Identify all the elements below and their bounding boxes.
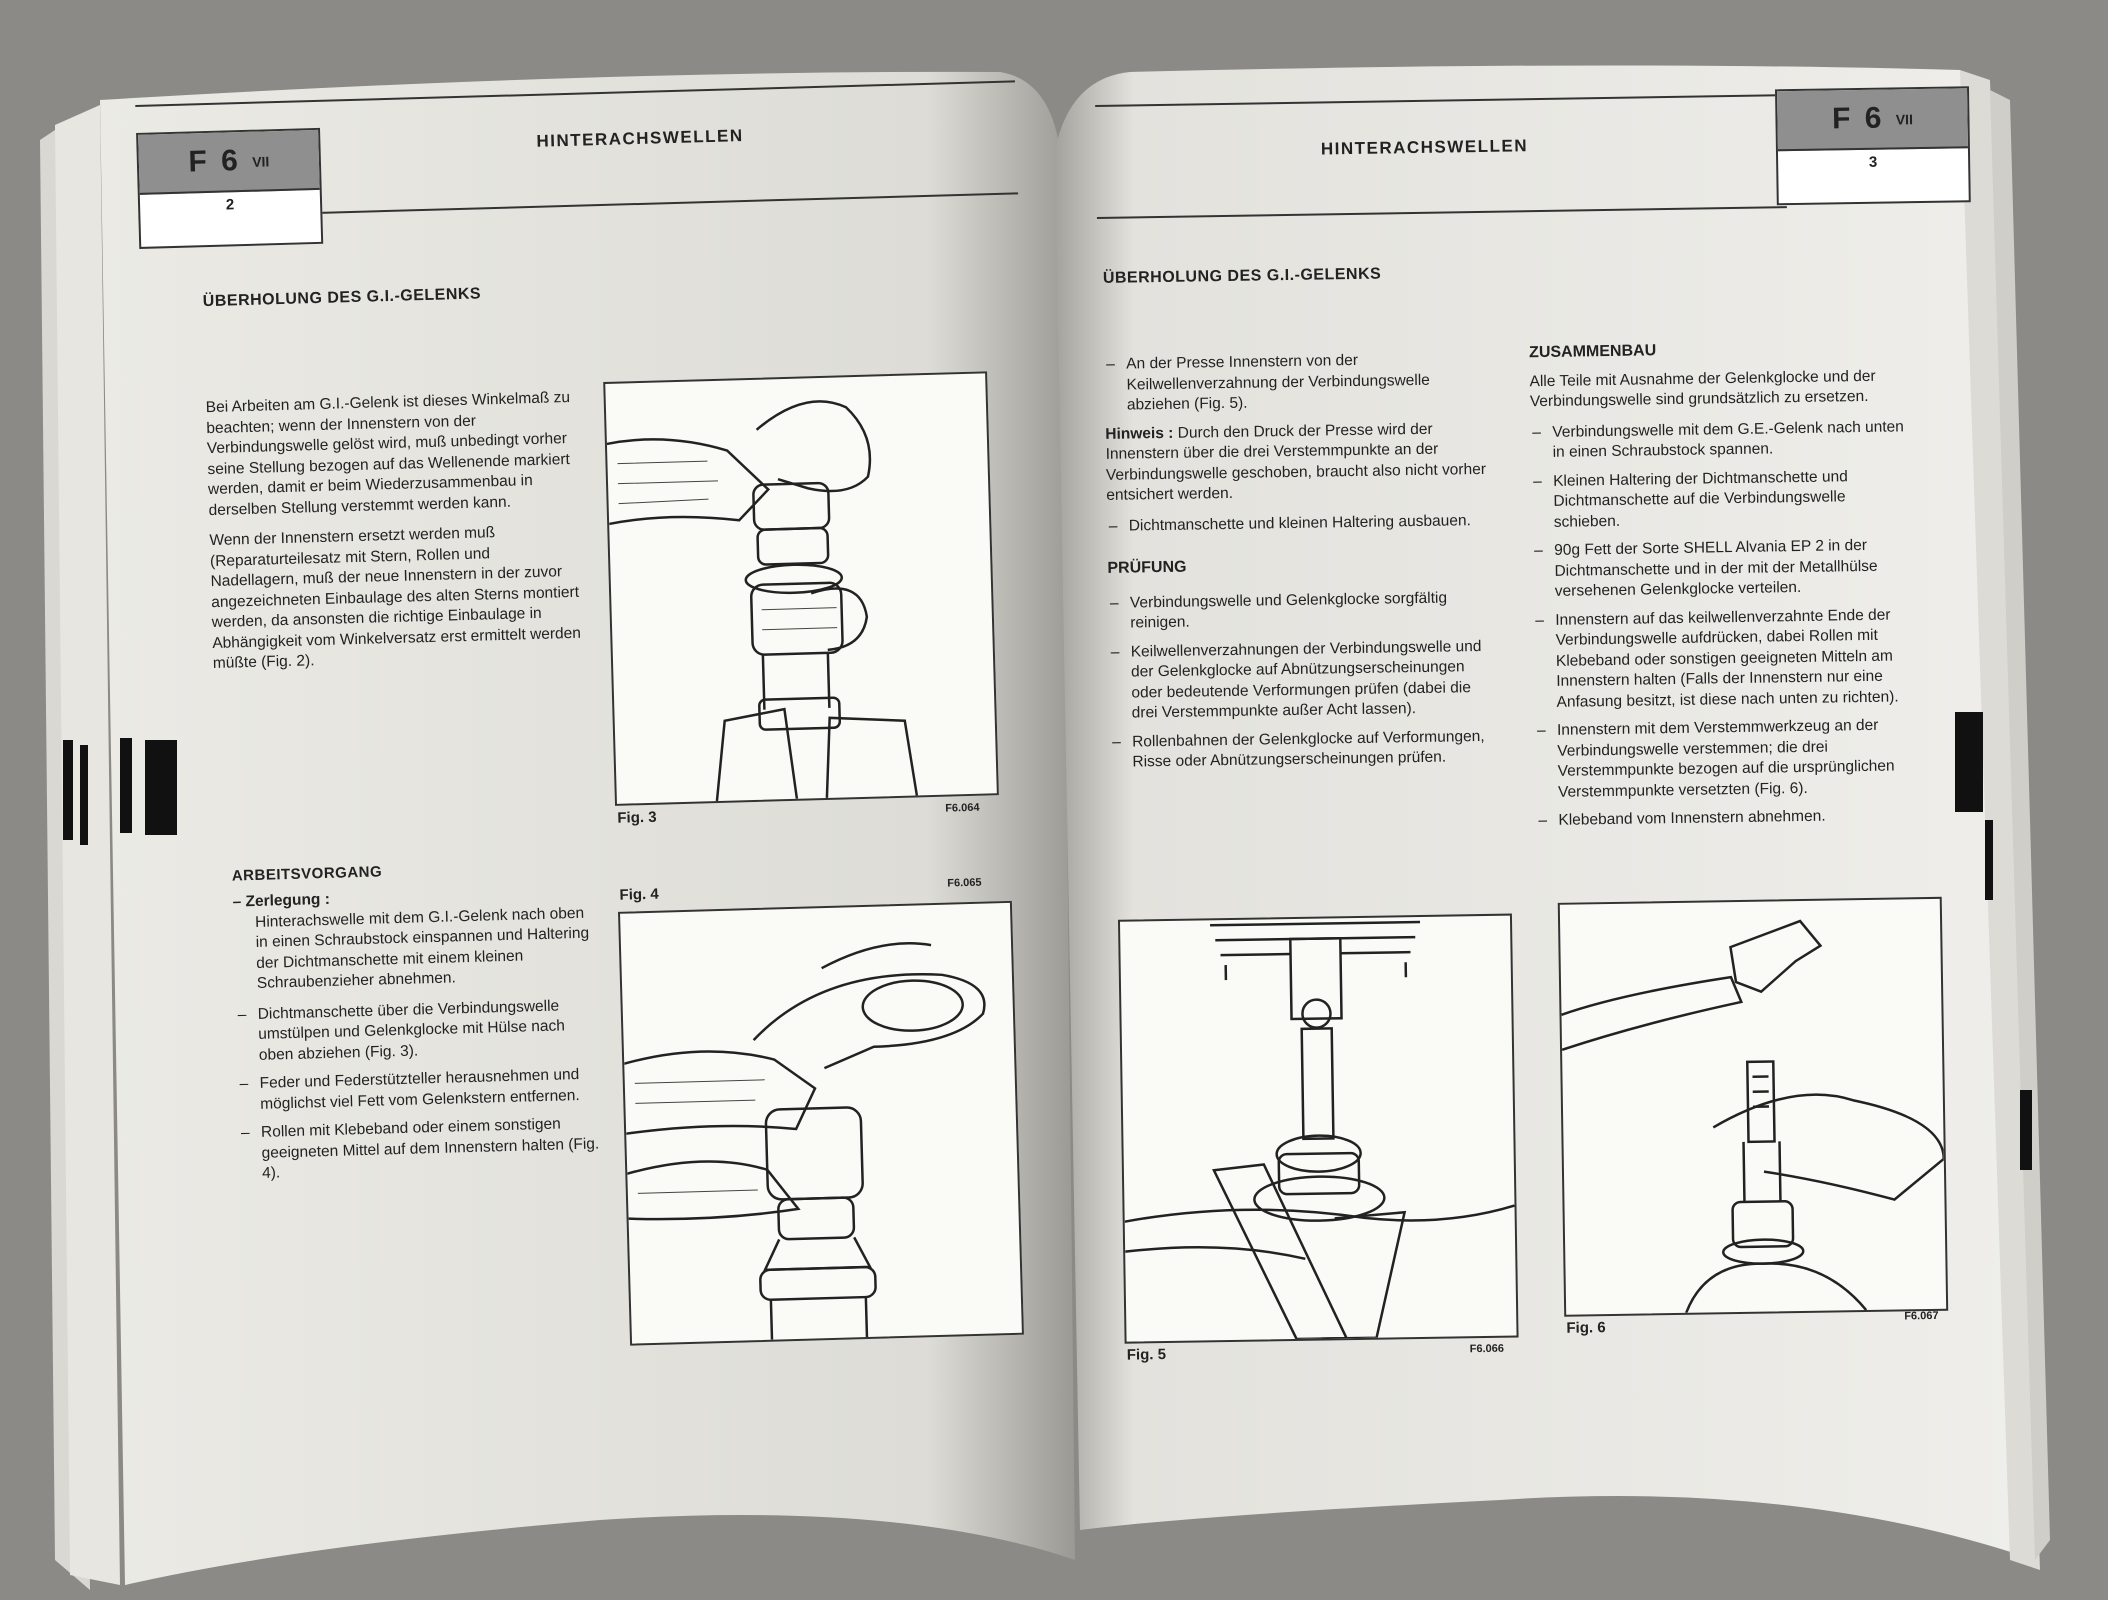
step-item: – Keilwellenverzahnungen der Verbindungswelle und der Gelenkglocke auf Abnützungserscheinungen oder bedeutende Verformungen prüfen (dabei die drei Verstemmpunkte außer Acht lassen). [1109, 636, 1495, 724]
fig6-illustration [1560, 899, 1946, 1315]
section-title: ÜBERHOLUNG DES G.I.-GELENKS [202, 285, 482, 311]
page-tab [136, 128, 323, 249]
fig5-code: F6.066 [1469, 1342, 1505, 1356]
intro-text [205, 388, 583, 685]
column-2-text [1529, 337, 1917, 839]
figure-6 [1558, 897, 1948, 1317]
fig4-illustration [620, 903, 1022, 1344]
zusammenbau-intro: Alle Teile mit Ausnahme der Gelenkglocke und der Verbindungswelle sind grundsätzlich zu ersetzen. [1529, 367, 1876, 411]
arbeitsvorgang-title: ARBEITSVORGANG [231, 863, 383, 885]
step-item: – Innenstern auf das keilwellenverzahnte Ende der Verbindungswelle aufdrücken, dabei Rollen mit Klebeband oder sonstigen geeigneten Mitteln am Innenstern halten (Falls der Innenstern nur eine Anfasung besitzt, ist diese nach unten zu richten). [1533, 605, 1915, 713]
step-item: – Rollenbahnen der Gelenkglocke auf Verformungen, Risse oder Abnützungserscheinungen prüfen. [1110, 726, 1496, 773]
step-item: – Verbindungswelle mit dem G.E.-Gelenk nach unten in einen Schraubstock spannen. [1530, 417, 1911, 464]
figure-3 [603, 371, 999, 806]
fig6-label: Fig. 6 [1566, 1319, 1606, 1337]
hinweis-label: Hinweis : [1105, 424, 1174, 443]
figure-5 [1118, 914, 1519, 1344]
right-page-content [1095, 81, 2021, 1445]
zusammenbau-list [1530, 417, 1916, 832]
step-item: – Feder und Federstützteller herausnehmen und möglichst viel Fett vom Gelenkstern entfernen. [237, 1064, 598, 1115]
procedure-text [232, 883, 600, 1193]
pruefung-title: PRÜFUNG [1107, 558, 1187, 577]
zerlegung-text: Hinterachswelle mit dem G.I.-Gelenk nach oben in einen Schraubstock einspannen und Haltering der Dichtmanschette mit einem kleinen Schraubenzieher abnehmen. [254, 904, 590, 992]
figure-4 [618, 901, 1024, 1346]
header-title: HINTERACHSWELLEN [536, 126, 744, 151]
fig5-illustration [1120, 916, 1517, 1342]
fig3-label: Fig. 3 [617, 808, 657, 827]
thumb-index-mark [120, 738, 132, 833]
zusammenbau-title: ZUSAMMENBAU [1528, 342, 1657, 362]
step-list [235, 995, 600, 1185]
zerlegung-title: – Zerlegung : [232, 890, 331, 911]
step-item: – Kleinen Haltering der Dichtmanschette und Dichtmanschette auf die Verbindungswelle schieben. [1531, 466, 1912, 533]
step-item: – 90g Fett der Sorte SHELL Alvania EP 2 in der Dichtmanschette und in der mit der Metallhülse versehenen Gelenkglocke verteilen. [1532, 535, 1913, 602]
fig4-code: F6.065 [947, 876, 982, 890]
pruefung-list [1108, 587, 1496, 773]
column-1-text [1104, 349, 1496, 781]
header-title: HINTERACHSWELLEN [1320, 136, 1529, 159]
step-item: – Dichtmanschette und kleinen Haltering ausbauen. [1107, 510, 1492, 537]
page-tab [1775, 86, 1971, 205]
thumb-index-mark [63, 740, 73, 840]
page-number: 3 [1868, 153, 1878, 171]
page-header [1095, 91, 1977, 235]
page-number: 2 [225, 196, 235, 214]
section-code: F 6 VII [1777, 88, 1968, 151]
thumb-index-mark [2020, 1090, 2032, 1170]
step-item: – Verbindungswelle und Gelenkglocke sorgfältig reinigen. [1108, 587, 1494, 634]
section-code: F 6 VII [138, 130, 320, 195]
hinweis-text: Durch den Druck der Presse wird der Innenstern über die drei Verstemmpunkte an der Verbindungswelle geschoben, braucht also nicht vorher entsichert werden. [1105, 420, 1487, 504]
section-title: ÜBERHOLUNG DES G.I.-GELENKS [1102, 265, 1382, 287]
intro-paragraph: Bei Arbeiten am G.I.-Gelenk ist dieses Winkelmaß zu beachten; wenn der Innenstern von der Verbindungswelle gelöst wird, muß unbedingt vorher seine Stellung bezogen auf das Wellenende markiert werden, damit er beim Wiederzusammenbau in derselben Stellung verstemmt werden kann. [205, 388, 571, 519]
page-header [135, 80, 1018, 235]
fig4-label: Fig. 4 [619, 885, 659, 904]
fig3-code: F6.064 [945, 801, 980, 815]
step-item: – An der Presse Innenstern von der Keilwellenverzahnung der Verbindungswelle abziehen (Fig. 5). [1104, 349, 1490, 417]
step-item: – Dichtmanschette über die Verbindungswelle umstülpen und Gelenkglocke mit Hülse nach oben abziehen (Fig. 3). [235, 995, 597, 1067]
left-page-content [135, 70, 1072, 1445]
step-list [1107, 510, 1492, 537]
step-item: – Klebeband vom Innenstern abnehmen. [1536, 805, 1916, 831]
thumb-index-mark [80, 745, 88, 845]
step-item: – Innenstern mit dem Verstemmwerkzeug an der Verbindungswelle verstemmen; die drei Verstemmpunkte bezogen auf die ursprünglichen Verstemmpunkte versetzten (Fig. 6). [1535, 715, 1916, 803]
step-list [1104, 349, 1490, 417]
step-item: – Rollen mit Klebeband oder einem sonstigen geeigneten Mittel auf dem Innenstern halten (Fig. 4). [239, 1113, 601, 1185]
intro-paragraph: Wenn der Innenstern ersetzt werden muß (Reparaturteilesatz mit Stern, Rollen und Nadellagern, muß der neue Innenstern in der zuvor angezeichneten Einbaulage des alten Sterns montiert werden, da ansonsten die richtige Einbaulage in Abhängigkeit vom Winkelversatz erst ermittelt werden müßte (Fig. 2). [209, 524, 582, 673]
fig6-code: F6.067 [1904, 1309, 1939, 1323]
fig5-label: Fig. 5 [1126, 1346, 1167, 1364]
fig3-illustration [605, 373, 997, 803]
